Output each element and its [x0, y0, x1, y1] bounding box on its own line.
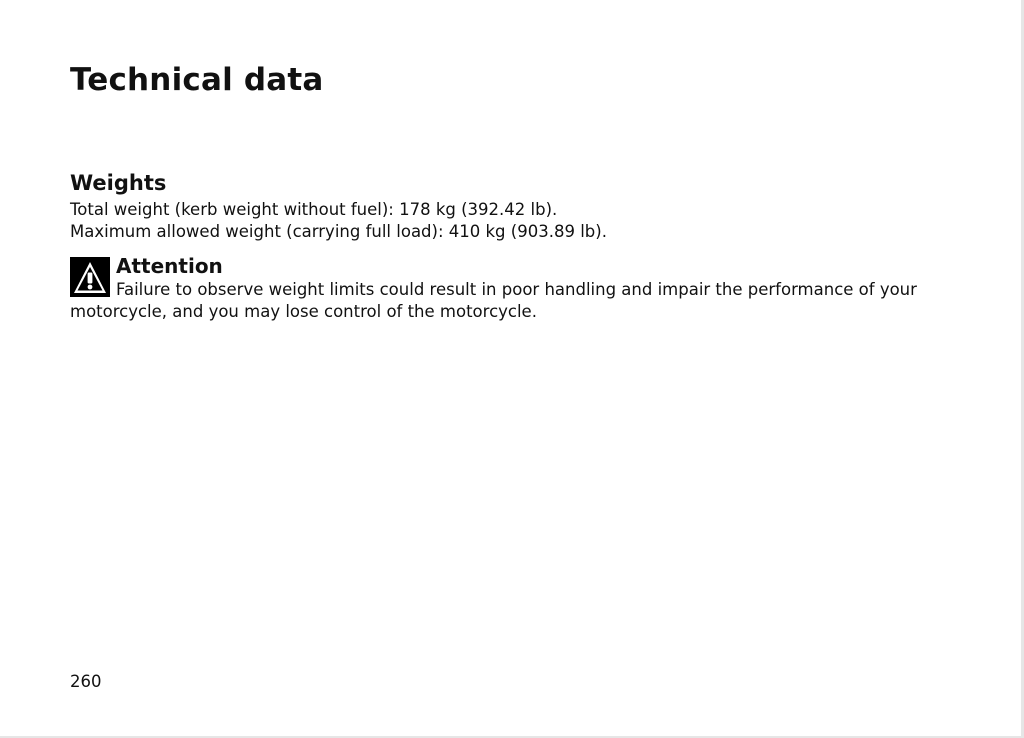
weights-heading: Weights: [70, 171, 167, 195]
attention-text: Failure to observe weight limits could result in poor handling and impair the performance of your motorcycle, and you may lose control of the motorcycle.: [70, 280, 917, 321]
attention-title: Attention: [116, 254, 223, 278]
page-number: 260: [70, 672, 102, 691]
warning-icon: [70, 257, 110, 297]
page-title: Technical data: [70, 62, 324, 98]
attention-notice: [70, 253, 950, 323]
maximum-weight-line: Maximum allowed weight (carrying full load): 410 kg (903.89 lb).: [70, 222, 607, 241]
total-weight-line: Total weight (kerb weight without fuel): 178 kg (392.42 lb).: [70, 200, 558, 219]
